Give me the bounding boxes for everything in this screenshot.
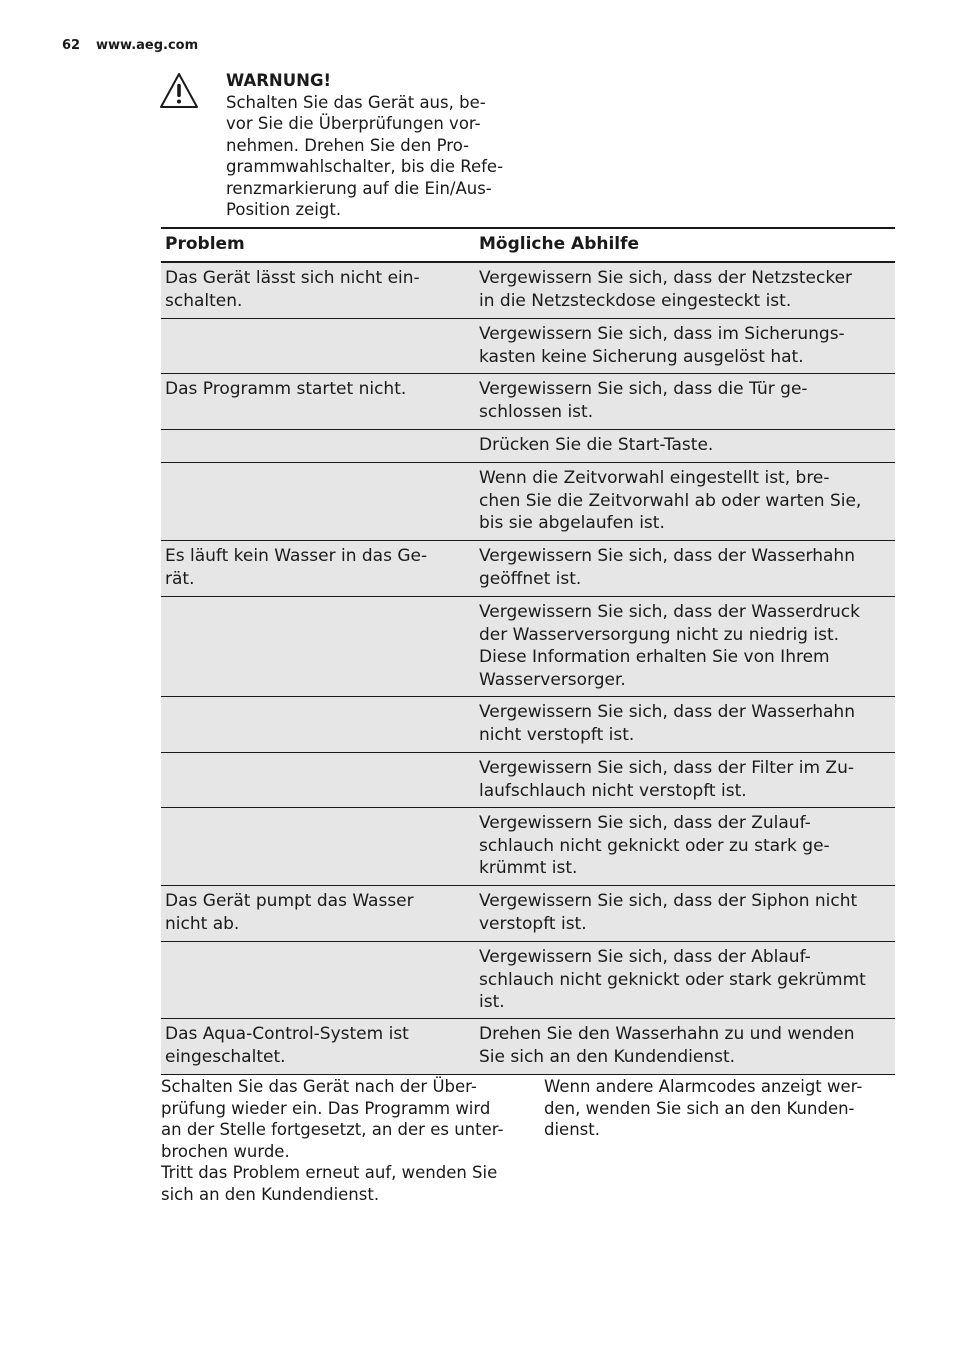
table-row [161, 430, 895, 463]
table-row [161, 597, 895, 697]
table-row [161, 319, 895, 374]
table-row [161, 263, 895, 319]
cell-problem [161, 319, 475, 373]
table-row [161, 463, 895, 541]
cell-problem [161, 942, 475, 1018]
cell-problem [161, 808, 475, 885]
page-number: 62 [62, 38, 81, 53]
table-row [161, 697, 895, 753]
cell-remedy: Vergewissern Sie sich, dass der Filter im Zu- laufschlauch nicht verstopft ist. [479, 758, 854, 801]
cell-problem: Das Gerät lässt sich nicht ein- schalten. [165, 268, 420, 311]
cell-remedy: Vergewissern Sie sich, dass die Tür ge- schlossen ist. [479, 379, 808, 422]
warning-block [226, 70, 526, 221]
table-row [161, 808, 895, 886]
warning-title: WARNUNG! [226, 71, 332, 90]
cell-problem [161, 430, 475, 462]
cell-problem: Das Gerät pumpt das Wasser nicht ab. [165, 891, 414, 934]
table-row [161, 374, 895, 430]
cell-remedy: Wenn die Zeitvorwahl eingestellt ist, bre- chen Sie die Zeitvorwahl ab oder warten Sie, bis sie abgelaufen ist. [479, 468, 862, 533]
warning-text: Schalten Sie das Gerät aus, be- vor Sie die Überprüfungen vor- nehmen. Drehen Sie den Pro- grammwahlschalter, bis die Refe- renzmarkierung auf die Ein/Aus- Position zeigt. [226, 92, 504, 219]
header-remedy: Mögliche Abhilfe [479, 234, 640, 254]
table-header [161, 229, 895, 263]
cell-problem [161, 697, 475, 752]
warning-triangle-icon [159, 72, 199, 110]
cell-remedy: Drehen Sie den Wasserhahn zu und wenden Sie sich an den Kundendienst. [479, 1024, 855, 1067]
cell-problem: Das Aqua-Control-System ist eingeschaltet. [165, 1024, 409, 1067]
cell-remedy: Vergewissern Sie sich, dass der Zulauf- schlauch nicht geknickt oder zu stark ge- krümmt ist. [479, 813, 830, 878]
cell-remedy: Vergewissern Sie sich, dass der Wasserdruck der Wasserversorgung nicht zu niedrig ist. Diese Information erhalten Sie von Ihrem Wasserversorger. [479, 602, 860, 690]
table-row [161, 753, 895, 808]
cell-remedy: Vergewissern Sie sich, dass der Wasserhahn geöffnet ist. [479, 546, 855, 589]
cell-remedy: Vergewissern Sie sich, dass der Netzstecker in die Netzsteckdose eingesteckt ist. [479, 268, 853, 311]
cell-remedy: Vergewissern Sie sich, dass der Siphon nicht verstopft ist. [479, 891, 858, 934]
cell-problem [161, 463, 475, 540]
table-row [161, 1019, 895, 1075]
site-url: www.aeg.com [96, 38, 199, 53]
cell-problem [161, 753, 475, 807]
table-row [161, 942, 895, 1019]
table-row [161, 541, 895, 597]
cell-remedy: Drücken Sie die Start-Taste. [479, 435, 714, 455]
footer-note-right: Wenn andere Alarmcodes anzeigt wer- den, wenden Sie sich an den Kunden- dienst. [544, 1077, 863, 1139]
header-problem: Problem [165, 234, 245, 254]
cell-remedy: Vergewissern Sie sich, dass im Sicherungs- kasten keine Sicherung ausgelöst hat. [479, 324, 845, 367]
table-row [161, 886, 895, 942]
cell-remedy: Vergewissern Sie sich, dass der Ablauf- schlauch nicht geknickt oder stark gekrümmt ist. [479, 947, 866, 1012]
cell-problem: Es läuft kein Wasser in das Ge- rät. [165, 546, 428, 589]
cell-problem: Das Programm startet nicht. [165, 379, 407, 399]
cell-problem [161, 597, 475, 696]
footer-note-left: Schalten Sie das Gerät nach der Über- prüfung wieder ein. Das Programm wird an der Stelle fortgesetzt, an der es unter- brochen wurde. Tritt das Problem erneut auf, wenden Sie sich an den Kundendienst. [161, 1077, 504, 1204]
troubleshooting-table [161, 227, 895, 1075]
cell-remedy: Vergewissern Sie sich, dass der Wasserhahn nicht verstopft ist. [479, 702, 855, 745]
